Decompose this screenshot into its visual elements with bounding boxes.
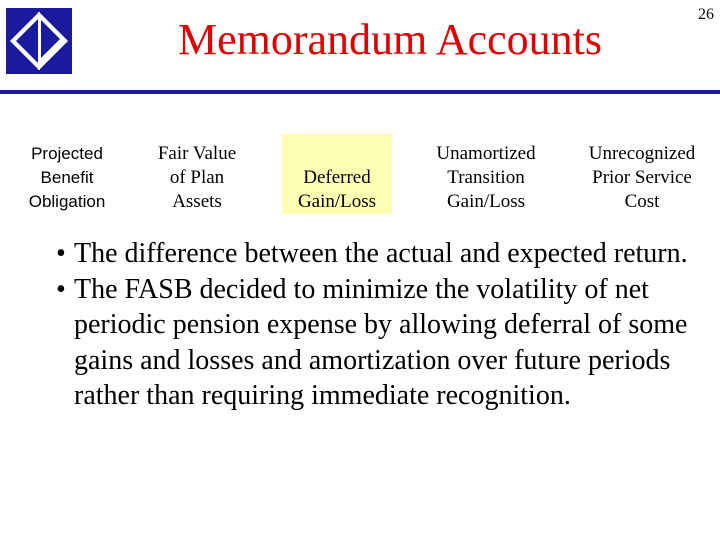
column-unamortized-transition	[420, 134, 552, 214]
column-deferred-gain-loss	[282, 134, 392, 214]
memorandum-columns	[0, 134, 720, 214]
bullet-marker: •	[56, 238, 66, 269]
bullet-text: The difference between the actual and expected return.	[74, 238, 688, 269]
bullet-item	[56, 272, 706, 414]
title-divider	[0, 90, 720, 94]
bullet-text: The FASB decided to minimize the volatility of net periodic pension expense by allowing deferral of some gains and losses and amortization over future periods rather than requiring immediate recognition.	[74, 273, 688, 411]
column-label: Projected Benefit Obligation	[28, 144, 106, 211]
slide-title: Memorandum Accounts	[177, 15, 603, 64]
page-number: 26	[698, 6, 714, 23]
diamond-book-logo-icon	[4, 6, 74, 76]
column-label: Unrecognized Prior Service Cost	[588, 143, 696, 212]
column-unrecognized-prior-service-cost	[570, 134, 714, 214]
column-label: Unamortized Transition Gain/Loss	[436, 143, 536, 212]
column-fair-value-plan-assets	[138, 134, 256, 214]
column-label: Fair Value of Plan Assets	[157, 143, 237, 212]
column-label: Deferred Gain/Loss	[297, 167, 377, 212]
column-projected-benefit-obligation	[8, 134, 126, 214]
bullet-marker: •	[56, 273, 66, 305]
bullet-list	[56, 236, 706, 414]
bullet-item	[56, 236, 706, 272]
